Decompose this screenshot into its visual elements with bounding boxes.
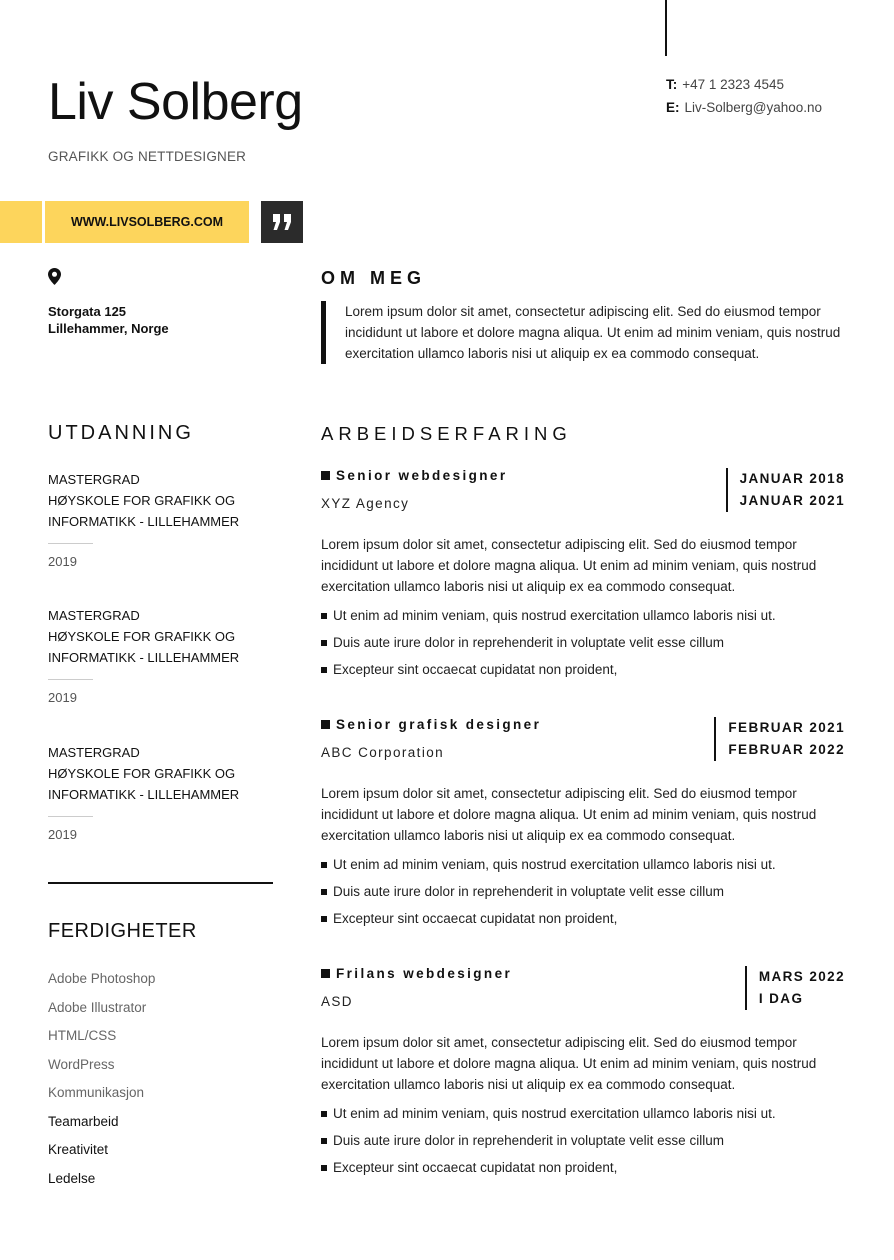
phone-label: T:: [666, 77, 678, 92]
education-item: [48, 605, 288, 705]
job-entry: [321, 468, 851, 683]
job-date-start: MARS 2022: [758, 969, 845, 984]
education-item: [48, 742, 288, 842]
about-accent-bar: [321, 301, 326, 364]
job-bullet: [321, 656, 851, 683]
job-bullet-text: Excepteur sint occaecat cupidatat non proident,: [333, 662, 618, 677]
email-label: E:: [666, 100, 680, 115]
job-date-start: JANUAR 2018: [739, 471, 845, 486]
job-description: Lorem ipsum dolor sit amet, consectetur adipiscing elit. Sed do eiusmod tempor incididunt ut labore et dolore magna aliqua. Ut enim ad minim veniam, quis nostrud exercitation ullamco laboris nisi ut aliquip ex ea commodo consequat.: [321, 537, 817, 594]
address: [48, 303, 169, 337]
job-bullet-text: Ut enim ad minim veniam, quis nostrud exercitation ullamco laboris nisi ut.: [333, 857, 776, 872]
job-company: ABC Corporation: [321, 745, 445, 760]
about-text: Lorem ipsum dolor sit amet, consectetur adipiscing elit. Sed do eiusmod tempor incididunt ut labore et dolore magna aliqua. Ut enim ad minim veniam, quis nostrud exercitation ullamco laboris nisi ut aliquip ex ea commodo consequat.: [345, 304, 841, 361]
education-year: 2019: [48, 827, 77, 842]
quote-badge: [261, 201, 303, 243]
job-dates: [745, 966, 845, 1010]
square-bullet-icon: [321, 667, 327, 673]
job-bullet: [321, 629, 851, 656]
education-degree: MASTERGRAD: [48, 472, 140, 487]
job-dates: [726, 468, 845, 512]
education-school: HØYSKOLE FOR GRAFIKK OG: [48, 766, 236, 781]
job-date-start: FEBRUAR 2021: [728, 720, 845, 735]
skill-item: Kommunikasjon: [48, 1085, 145, 1100]
location-pin-icon: [48, 268, 61, 290]
email-row: [666, 96, 822, 119]
square-bullet-icon: [321, 969, 330, 978]
job-date-end: FEBRUAR 2022: [728, 742, 845, 757]
job-bullet-text: Duis aute irure dolor in reprehenderit in voluptate velit esse cillum: [333, 635, 724, 650]
phone-number[interactable]: +47 1 2323 4545: [682, 77, 784, 92]
square-bullet-icon: [321, 862, 327, 868]
job-title-text: Frilans webdesigner: [336, 966, 513, 981]
education-year: 2019: [48, 690, 77, 705]
job-bullet-text: Duis aute irure dolor in reprehenderit in voluptate velit esse cillum: [333, 1133, 724, 1148]
website-link[interactable]: WWW.LIVSOLBERG.COM: [45, 201, 249, 243]
job-title-text: Senior grafisk designer: [336, 717, 542, 732]
skill-item: Adobe Illustrator: [48, 999, 147, 1015]
contact-block: [666, 73, 822, 119]
education-item: [48, 469, 288, 569]
square-bullet-icon: [321, 889, 327, 895]
job-date-end: I DAG: [758, 991, 804, 1006]
education-divider: [48, 543, 93, 544]
address-street: Storgata 125: [48, 304, 127, 319]
education-school-line2: INFORMATIKK - LILLEHAMMER: [48, 650, 240, 665]
education-divider: [48, 679, 93, 680]
job-date-end: JANUAR 2021: [739, 493, 845, 508]
header-divider: [665, 0, 667, 56]
square-bullet-icon: [321, 916, 327, 922]
job-description: Lorem ipsum dolor sit amet, consectetur adipiscing elit. Sed do eiusmod tempor incididunt ut labore et dolore magna aliqua. Ut enim ad minim veniam, quis nostrud exercitation ullamco laboris nisi ut aliquip ex ea commodo consequat.: [321, 1035, 817, 1092]
skill-item: WordPress: [48, 1056, 115, 1072]
education-school-line2: INFORMATIKK - LILLEHAMMER: [48, 514, 240, 529]
job-title-text: Senior webdesigner: [336, 468, 508, 483]
education-school: HØYSKOLE FOR GRAFIKK OG: [48, 629, 236, 644]
square-bullet-icon: [321, 1111, 327, 1117]
job-bullet: [321, 1154, 851, 1181]
skills-list: [48, 965, 155, 1193]
square-bullet-icon: [321, 471, 330, 480]
candidate-name: Liv Solberg: [48, 73, 303, 131]
address-city: Lillehammer, Norge: [48, 321, 169, 336]
skill-item: Ledelse: [48, 1170, 96, 1186]
job-description: Lorem ipsum dolor sit amet, consectetur adipiscing elit. Sed do eiusmod tempor incididunt ut labore et dolore magna aliqua. Ut enim ad minim veniam, quis nostrud exercitation ullamco laboris nisi ut aliquip ex ea commodo consequat.: [321, 786, 817, 843]
job-entry: [321, 717, 851, 932]
education-divider: [48, 816, 93, 817]
skill-item: HTML/CSS: [48, 1028, 117, 1043]
skill-item: Teamarbeid: [48, 1113, 119, 1129]
square-bullet-icon: [321, 1165, 327, 1171]
education-degree: MASTERGRAD: [48, 608, 140, 623]
section-divider: [48, 882, 273, 884]
square-bullet-icon: [321, 720, 330, 729]
job-bullet-text: Ut enim ad minim veniam, quis nostrud exercitation ullamco laboris nisi ut.: [333, 1106, 776, 1121]
skill-item: Kreativitet: [48, 1142, 109, 1157]
job-entry-title: [321, 966, 512, 981]
job-bullets: [321, 602, 851, 683]
square-bullet-icon: [321, 640, 327, 646]
email-address[interactable]: Liv-Solberg@yahoo.no: [684, 100, 823, 115]
job-bullet: [321, 851, 851, 878]
job-company: ASD: [321, 994, 353, 1009]
education-degree: MASTERGRAD: [48, 745, 140, 760]
job-bullet-text: Duis aute irure dolor in reprehenderit in voluptate velit esse cillum: [333, 884, 724, 899]
about-heading: OM MEG: [321, 268, 426, 288]
job-title: GRAFIKK OG NETTDESIGNER: [48, 149, 247, 164]
job-bullets: [321, 1100, 851, 1181]
skills-heading: FERDIGHETER: [48, 920, 197, 942]
job-bullet: [321, 602, 851, 629]
experience-heading: ARBEIDSERFARING: [321, 423, 572, 444]
job-bullets: [321, 851, 851, 932]
job-bullet: [321, 905, 851, 932]
phone-row: [666, 73, 822, 96]
job-bullet: [321, 878, 851, 905]
education-heading: UTDANNING: [48, 422, 194, 444]
square-bullet-icon: [321, 613, 327, 619]
education-school: HØYSKOLE FOR GRAFIKK OG: [48, 493, 236, 508]
job-bullet-text: Ut enim ad minim veniam, quis nostrud exercitation ullamco laboris nisi ut.: [333, 608, 776, 623]
job-bullet-text: Excepteur sint occaecat cupidatat non proident,: [333, 911, 618, 926]
job-bullet: [321, 1100, 851, 1127]
job-dates: [714, 717, 845, 761]
job-entry-title: [321, 717, 541, 732]
job-entry: [321, 966, 851, 1181]
square-bullet-icon: [321, 1138, 327, 1144]
job-entry-title: [321, 468, 507, 483]
job-bullet: [321, 1127, 851, 1154]
skill-item: Adobe Photoshop: [48, 971, 156, 986]
job-company: XYZ Agency: [321, 496, 410, 511]
accent-block: [0, 201, 42, 243]
quote-icon: [272, 214, 292, 230]
education-school-line2: INFORMATIKK - LILLEHAMMER: [48, 787, 240, 802]
job-bullet-text: Excepteur sint occaecat cupidatat non proident,: [333, 1160, 618, 1175]
education-year: 2019: [48, 554, 77, 569]
